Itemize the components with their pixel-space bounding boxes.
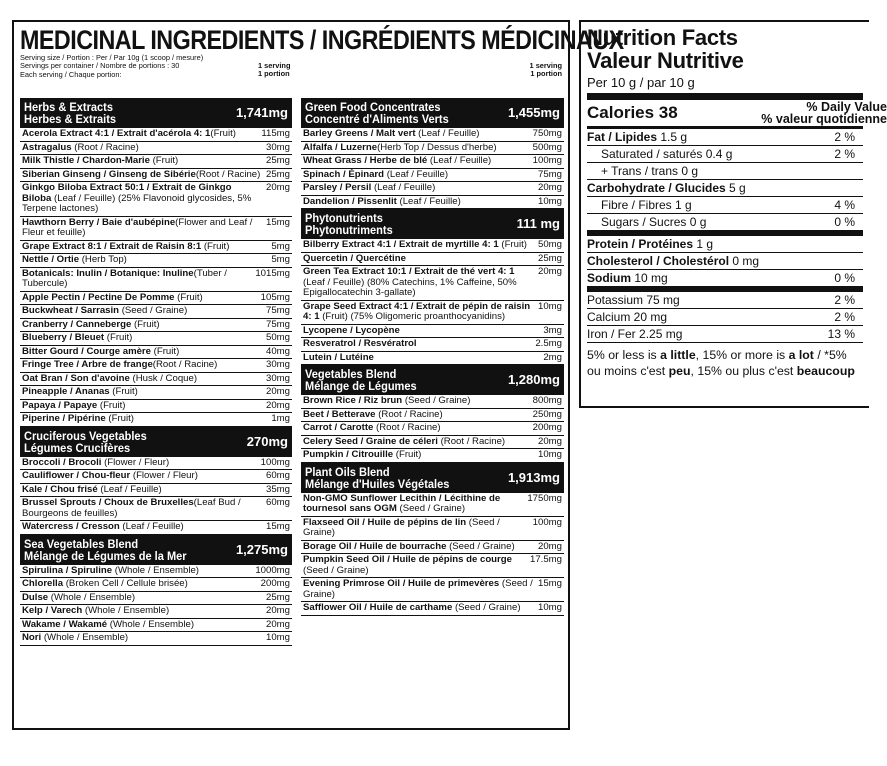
ingredient-name: Lutein / Lutéine: [303, 351, 374, 363]
ingredient-amount: 1015mg: [255, 267, 290, 279]
ingredient-row: [301, 128, 564, 142]
ingredient-name: Astragalus: [22, 141, 72, 153]
ingredient-part: (Leaf / Feuille): [384, 168, 449, 180]
ingredient-row: [20, 319, 292, 333]
section-amount: 1,913mg: [507, 469, 560, 485]
ingredient-amount: 20mg: [266, 182, 290, 193]
ingredient-amount: 800mg: [532, 395, 562, 406]
ingredient-amount: 20mg: [538, 435, 562, 447]
section-name-en: Cruciferous Vegetables: [24, 428, 147, 443]
ingredient-name: Buckwheat / Sarrasin: [22, 305, 120, 316]
ingredient-name: Parsley / Persil: [303, 182, 372, 193]
section-amount: 1,741mg: [235, 105, 288, 120]
section-amount: 1,455mg: [507, 105, 560, 120]
nutrient-line: [587, 163, 863, 180]
ingredient-amount: 750mg: [532, 128, 562, 139]
each-serving: Each serving / Chaque portion:: [20, 69, 122, 79]
ingredient-row: [301, 409, 564, 423]
ingredient-amount: 200mg: [532, 422, 562, 433]
ingredient-row: [301, 352, 564, 366]
section-name-en: Vegetables Blend: [305, 367, 397, 381]
nutrient-label: Cholesterol / Cholestérol: [587, 254, 730, 268]
ingredient-amount: 40mg: [266, 345, 290, 357]
ingredient-name: Blueberry / Bleuet: [22, 332, 105, 343]
ingredient-row: [20, 182, 292, 217]
serving-size: Serving size / Portion : Per / Par 10g (1 scoop / mesure): [20, 53, 204, 62]
ingredient-amount: 15mg: [538, 578, 562, 589]
ingredient-name: Green Tea Extract 10:1 / Extrait de thé vert 4: 1: [303, 266, 515, 277]
servings-per-container: Servings per container / Nombre de portions : 30: [20, 61, 180, 71]
nutrient-lines: [587, 129, 863, 343]
ingredients-title: MEDICINAL INGREDIENTS / INGRÉDIENTS MÉDICINAUX: [20, 25, 624, 55]
ingredient-row: [301, 578, 564, 602]
section-name-en: Herbs & Extracts: [24, 100, 113, 114]
ingredient-amount: 20mg: [266, 399, 290, 411]
nutrient-line: [587, 214, 863, 236]
nutrient-label: Saturated / saturés 0.4 g: [601, 147, 733, 161]
nutrient-label: Sugars / Sucres 0 g: [601, 215, 707, 229]
ingredient-part: (Flower / Fleur): [101, 456, 170, 468]
nutrient-percent: 2 %: [834, 293, 855, 307]
ingredient-row: [301, 554, 564, 578]
ingredient-row: [20, 169, 292, 183]
ingredient-row: [20, 268, 292, 292]
ingredient-amount: 30mg: [266, 372, 290, 384]
ingredient-name: Pumpkin / Citrouille: [303, 449, 394, 460]
nutrient-line: [587, 180, 863, 197]
ingredient-name: Oat Bran / Son d'avoine: [22, 372, 130, 384]
ingredient-amount: 2.5mg: [535, 338, 562, 349]
ingredient-row: [20, 254, 292, 268]
ingredient-name: Resveratrol / Resvératrol: [303, 338, 417, 349]
ingredient-name: Ginkgo Biloba Extract 50:1 / Extrait de Ginkgo Biloba: [22, 182, 232, 204]
section-name-fr: Phytonutriments: [305, 223, 393, 237]
footnote: 5% or less is a little, 15% or more is a lot / *5% ou moins c'est peu, 15% ou plus c'est beaucoup: [587, 348, 855, 378]
ingredient-amount: 500mg: [532, 141, 562, 153]
section-name-en: Sea Vegetables Blend: [24, 536, 139, 551]
nutrition-facts-panel: [579, 20, 887, 408]
ingredient-amount: 10mg: [538, 195, 562, 207]
ingredient-name: Cranberry / Canneberge: [22, 318, 132, 330]
ingredient-row: [301, 602, 564, 616]
ingredient-row: [301, 239, 564, 253]
section-header: [301, 463, 564, 493]
ingredient-part: (Seed / Graine): [119, 305, 188, 316]
ingredient-amount: 10mg: [538, 449, 562, 460]
ingredient-row: [301, 517, 564, 541]
nutrient-label: Protein / Protéines: [587, 237, 694, 251]
ingredient-name: Carrot / Carotte: [303, 422, 374, 433]
ingredient-part: (Seed / Graine): [303, 516, 500, 538]
ingredient-name: Milk Thistle / Chardon-Marie: [22, 155, 150, 166]
ingredient-row: [301, 182, 564, 196]
ingredient-part: (Leaf / Feuille) (80% Catechins, 1% Caffeine, 50% Epigallocatechin 3-gallate): [303, 276, 517, 298]
section-name-fr: Mélange d'Huiles Végétales: [305, 476, 450, 491]
nutrient-label: Fibre / Fibres 1 g: [601, 198, 692, 212]
ingredient-name: Piperine / Pipérine: [22, 413, 106, 424]
nutrient-line: [587, 197, 863, 214]
nutrient-line: [587, 129, 863, 146]
ingredient-amount: 1750mg: [527, 492, 562, 504]
ingredient-name: Grape Seed Extract 4:1 / Extrait de pépin de raisin 4: 1: [303, 300, 531, 322]
ingredient-part: (Root / Racine): [375, 408, 443, 420]
section-header: [301, 365, 564, 395]
ingredient-row: [20, 470, 292, 484]
ingredient-amount: 10mg: [538, 300, 562, 312]
ingredient-part: (Fruit): [210, 128, 236, 139]
ingredient-amount: 75mg: [266, 305, 290, 316]
section-name-fr: Herbes & Extraits: [24, 112, 117, 126]
ingredient-amount: 75mg: [538, 168, 562, 180]
nutrient-label: + Trans / trans 0 g: [601, 164, 699, 178]
ingredient-part: (Broken Cell / Cellule brisée): [63, 578, 188, 589]
calories-row: [587, 100, 887, 129]
ingredient-name: Apple Pectin / Pectine De Pomme: [22, 291, 175, 303]
ingredient-amount: 60mg: [266, 470, 290, 481]
ingredients-left-column: [20, 98, 292, 646]
ingredient-row: [301, 196, 564, 210]
section-name-fr: Concentré d'Aliments Verts: [305, 112, 449, 126]
ingredient-part: (Whole / Ensemble): [112, 564, 199, 576]
ingredient-name: Brussel Sprouts / Choux de Bruxelles: [22, 497, 194, 508]
ingredient-amount: 100mg: [532, 516, 562, 528]
ingredient-part: (Root / Racine): [195, 168, 261, 180]
ingredient-row: [20, 565, 292, 579]
ingredient-amount: 25mg: [266, 155, 290, 166]
ingredient-name: Wheat Grass / Herbe de blé: [303, 155, 428, 166]
section-header: [301, 98, 564, 128]
ingredient-name: Bilberry Extract 4:1 / Extrait de myrtille 4: 1: [303, 239, 499, 250]
ingredient-row: [301, 395, 564, 409]
ingredient-row: [301, 493, 564, 517]
ingredient-amount: 17.5mg: [530, 554, 562, 565]
ingredient-amount: 20mg: [538, 182, 562, 193]
ingredient-part: (Seed / Graine): [452, 602, 521, 613]
ingredient-amount: 20mg: [266, 618, 290, 630]
nutrient-percent: 2 %: [834, 310, 855, 324]
ingredient-amount: 5mg: [271, 240, 290, 252]
nutrient-percent: 0 %: [834, 215, 855, 229]
ingredient-row: [301, 338, 564, 352]
ingredient-name: Brown Rice / Riz brun: [303, 395, 403, 406]
ingredient-part: (Leaf / Feuille) (25% Flavonoid glycosides, 5% Terpene lactones): [22, 192, 252, 214]
nutrient-percent: 13 %: [827, 327, 855, 341]
ingredient-amount: 30mg: [266, 359, 290, 370]
section-amount: 270mg: [246, 433, 288, 449]
ingredient-row: [20, 400, 292, 414]
ingredient-name: Papaya / Papaye: [22, 399, 98, 411]
ingredient-amount: 10mg: [266, 632, 290, 643]
ingredient-amount: 2mg: [543, 351, 562, 363]
ingredients-right-column: [301, 98, 564, 616]
nutrient-line: [587, 270, 863, 292]
nutrient-line: [587, 146, 863, 163]
ingredient-part: (Leaf / Feuille): [371, 182, 436, 193]
ingredient-amount: 1000mg: [255, 564, 290, 576]
ingredient-part: (Seed / Graine): [303, 578, 533, 600]
ingredient-part: (Fruit): [393, 449, 422, 460]
ingredient-row: [20, 457, 292, 471]
ingredient-name: Dandelion / Pissenlit: [303, 195, 397, 207]
ingredient-name: Safflower Oil / Huile de carthame: [303, 602, 453, 613]
nutrient-line: [587, 236, 863, 253]
ingredient-name: Barley Greens / Malt vert: [303, 128, 416, 139]
serving-info: [20, 54, 562, 80]
section-name-en: Plant Oils Blend: [305, 464, 390, 479]
ingredient-name: Nettle / Ortie: [22, 254, 80, 265]
ingredient-part: (Fruit): [97, 399, 126, 411]
ingredient-amount: 15mg: [266, 521, 290, 532]
ingredient-part: (Leaf / Feuille): [97, 483, 162, 495]
ingredient-name: Beet / Betterave: [303, 408, 376, 420]
section-amount: 111 mg: [516, 216, 560, 231]
ingredient-amount: 20mg: [266, 605, 290, 616]
ingredient-name: Flaxseed Oil / Huile de pépins de lin: [303, 516, 467, 528]
nutrient-line: [587, 309, 863, 326]
ingredient-part: (Root / Racine): [373, 422, 441, 433]
ingredient-part: (Seed / Graine): [303, 564, 369, 576]
nutrient-label: Calcium 20 mg: [587, 310, 668, 324]
ingredient-part: (Whole / Ensemble): [107, 618, 195, 630]
ingredient-amount: 250mg: [532, 408, 562, 420]
ingredient-amount: 30mg: [266, 141, 290, 153]
nutrient-label: Potassium 75 mg: [587, 293, 680, 307]
ingredient-name: Fringe Tree / Arbre de frange: [22, 359, 153, 370]
ingredient-amount: 115mg: [261, 128, 290, 139]
ingredient-part: (Root / Racine): [437, 435, 506, 447]
ingredient-row: [301, 541, 564, 555]
ingredient-part: (Leaf / Feuille): [396, 195, 461, 207]
ingredient-row: [20, 155, 292, 169]
ingredient-part: (Leaf / Feuille): [427, 155, 492, 166]
ingredient-amount: 20mg: [538, 540, 562, 552]
nutrient-line: [587, 253, 863, 270]
ingredient-row: [20, 497, 292, 521]
ingredient-row: [301, 155, 564, 169]
nutrient-value: 5 g: [725, 181, 746, 195]
ingredient-part: (Fruit): [174, 291, 203, 303]
ingredient-row: [20, 142, 292, 156]
ingredient-amount: 25mg: [538, 252, 562, 264]
ingredient-name: Lycopene / Lycopène: [303, 324, 400, 336]
section-amount: 1,275mg: [235, 541, 288, 557]
ingredient-amount: 75mg: [266, 318, 290, 330]
ingredient-part: (Tuber / Tubercule): [22, 267, 227, 289]
ingredient-name: Kale / Chou frisé: [22, 483, 98, 495]
ingredient-name: Watercress / Cresson: [22, 521, 120, 532]
ingredient-name: Borage Oil / Huile de bourrache: [303, 540, 447, 552]
ingredient-part: (Husk / Coque): [129, 372, 198, 384]
nutrient-value: 1 g: [693, 237, 714, 251]
ingredient-name: Spirulina / Spiruline: [22, 564, 113, 576]
ingredient-name: Hawthorn Berry / Baie d'aubépine: [22, 216, 176, 228]
ingredient-amount: 15mg: [266, 216, 290, 228]
nutrient-percent: 4 %: [834, 198, 855, 212]
ingredient-name: Kelp / Varech: [22, 605, 83, 616]
nutrient-percent: 2 %: [834, 147, 855, 161]
nutrient-line: [587, 326, 863, 343]
ingredient-name: Broccoli / Brocoli: [22, 456, 102, 468]
ingredient-row: [20, 386, 292, 400]
section-name-fr: Légumes Crucifères: [24, 440, 131, 455]
ingredient-part: (Fruit): [104, 332, 133, 343]
ingredient-part: (Fruit): [131, 318, 160, 330]
ingredient-part: (Fruit): [201, 240, 230, 252]
daily-value-header: % Daily Value % valeur quotidienne: [761, 100, 887, 126]
ingredient-part: (Herb Top): [79, 254, 127, 265]
ingredient-name: Non-GMO Sunflower Lecithin / Lécithine de tournesol sans OGM: [303, 492, 501, 514]
ingredient-row: [20, 578, 292, 592]
ingredient-row: [20, 305, 292, 319]
ingredient-amount: 25mg: [266, 168, 290, 180]
nutrient-line: [587, 292, 863, 309]
nutrition-title-fr: Valeur Nutritive: [587, 48, 744, 73]
ingredient-name: Botanicals: Inulin / Botanique: Inuline: [22, 267, 194, 279]
ingredient-part: (Flower / Fleur): [130, 470, 198, 481]
ingredient-row: [20, 521, 292, 535]
ingredient-row: [20, 217, 292, 241]
ingredient-part: (Fruit): [149, 155, 179, 166]
ingredient-row: [20, 605, 292, 619]
ingredient-name: Siberian Ginseng / Ginseng de Sibérie: [22, 168, 196, 180]
ingredient-name: Bitter Gourd / Courge amère: [22, 345, 152, 357]
ingredient-row: [301, 436, 564, 450]
ingredient-name: Nori: [22, 632, 42, 643]
calories-label: Calories 38: [587, 103, 678, 122]
ingredient-name: Alfalfa / Luzerne: [303, 141, 378, 153]
ingredient-amount: 25mg: [266, 591, 290, 603]
ingredient-row: [20, 359, 292, 373]
ingredient-name: Quercetin / Quercétine: [303, 252, 406, 264]
ingredient-part: (Leaf / Feuille): [119, 521, 184, 532]
ingredient-amount: 60mg: [266, 497, 290, 508]
ingredient-amount: 10mg: [538, 602, 562, 613]
ingredient-row: [20, 619, 292, 633]
ingredient-amount: 100mg: [260, 456, 290, 468]
ingredient-amount: 105mg: [260, 291, 290, 303]
ingredient-part: (Whole / Ensemble): [48, 591, 136, 603]
ingredient-row: [301, 449, 564, 463]
ingredient-part: (Fruit): [105, 413, 134, 424]
ingredient-row: [301, 142, 564, 156]
ingredient-row: [301, 325, 564, 339]
ingredient-name: Chlorella: [22, 578, 64, 589]
ingredient-row: [20, 484, 292, 498]
ingredient-amount: 50mg: [538, 239, 562, 250]
nutrient-value: 1.5 g: [657, 130, 688, 144]
ingredient-row: [20, 128, 292, 142]
ingredient-name: Dulse: [22, 591, 49, 603]
ingredient-part: (Fruit): [151, 345, 180, 357]
ingredient-row: [20, 346, 292, 360]
nutrient-label: Iron / Fer 2.25 mg: [587, 327, 683, 341]
ingredient-amount: 5mg: [271, 254, 290, 265]
nutrient-percent: 2 %: [834, 130, 855, 144]
ingredient-row: [20, 332, 292, 346]
nutrient-label: Sodium: [587, 271, 631, 285]
ingredient-part: (Herb Top / Dessus d'herbe): [377, 141, 497, 153]
ingredient-name: Acerola Extract 4:1 / Extrait d'acérola 4: 1: [22, 128, 211, 139]
ingredient-amount: 50mg: [266, 332, 290, 343]
nutrient-label: Carbohydrate / Glucides: [587, 181, 726, 195]
ingredient-part: (Leaf Bud / Bourgeons de feuilles): [22, 497, 241, 519]
ingredient-row: [20, 241, 292, 255]
ingredient-part: (Seed / Graine): [446, 540, 515, 552]
section-name-fr: Mélange de Légumes: [305, 379, 417, 393]
ingredient-part: (Seed / Graine): [402, 395, 471, 406]
ingredient-part: (Flower and Leaf / Fleur et feuille): [22, 216, 253, 238]
ingredient-part: (Root / Racine): [152, 359, 218, 370]
section-name-fr: Mélange de Légumes de la Mer: [24, 548, 187, 563]
ingredient-name: Wakame / Wakamé: [22, 618, 108, 630]
section-header: [301, 209, 564, 239]
ingredient-amount: 35mg: [266, 483, 290, 495]
per-serving: Per 10 g / par 10 g: [587, 72, 863, 100]
serving-value-right: 1 serving 1 portion: [529, 61, 562, 79]
section-amount: 1,280mg: [507, 372, 560, 387]
ingredient-name: Spinach / Épinard: [303, 168, 385, 180]
ingredient-row: [20, 413, 292, 427]
ingredient-part: (Root / Racine): [71, 141, 139, 153]
ingredient-row: [301, 266, 564, 301]
ingredient-name: Evening Primrose Oil / Huile de primevères: [303, 578, 500, 589]
ingredient-row: [20, 292, 292, 306]
section-name-en: Green Food Concentrates: [305, 100, 441, 114]
ingredient-name: Pumpkin Seed Oil / Huile de pépins de courge: [303, 554, 512, 565]
ingredient-part: (Whole / Ensemble): [82, 605, 170, 616]
nutrient-value: 0 mg: [729, 254, 760, 268]
nutrition-title-en: Nutrition Facts: [587, 25, 738, 50]
ingredient-part: (Fruit): [498, 239, 527, 250]
ingredient-row: [301, 422, 564, 436]
ingredient-amount: 200mg: [260, 578, 290, 589]
ingredient-part: (Fruit) (75% Oligomeric proanthocyanidins): [319, 311, 506, 322]
ingredient-part: (Fruit): [109, 386, 138, 397]
ingredient-part: (Leaf / Feuille): [415, 128, 480, 139]
ingredient-amount: 1mg: [271, 413, 290, 424]
ingredient-name: Pineapple / Ananas: [22, 386, 110, 397]
ingredient-part: (Seed / Graine): [396, 503, 466, 514]
ingredient-name: Grape Extract 8:1 / Extrait de Raisin 8:1: [22, 240, 202, 252]
ingredient-amount: 3mg: [543, 324, 562, 336]
nutrient-percent: 0 %: [834, 271, 855, 285]
ingredient-row: [301, 301, 564, 325]
ingredient-amount: 20mg: [266, 386, 290, 397]
ingredient-row: [301, 253, 564, 267]
ingredient-row: [20, 373, 292, 387]
ingredient-row: [20, 592, 292, 606]
ingredient-name: Cauliflower / Chou-fleur: [22, 470, 131, 481]
section-header: [20, 427, 292, 457]
nutrient-value: 10 mg: [631, 271, 668, 285]
section-header: [20, 535, 292, 565]
ingredient-part: (Whole / Ensemble): [41, 632, 129, 643]
ingredient-row: [301, 169, 564, 183]
nutrient-label: Fat / Lipides: [587, 130, 658, 144]
ingredient-row: [20, 632, 292, 646]
ingredient-amount: 100mg: [532, 155, 562, 166]
ingredient-name: Celery Seed / Graine de céleri: [303, 435, 438, 447]
section-name-en: Phytonutrients: [305, 211, 383, 225]
ingredient-amount: 20mg: [538, 266, 562, 277]
section-header: [20, 98, 292, 128]
serving-value-left: 1 serving 1 portion: [258, 61, 291, 79]
